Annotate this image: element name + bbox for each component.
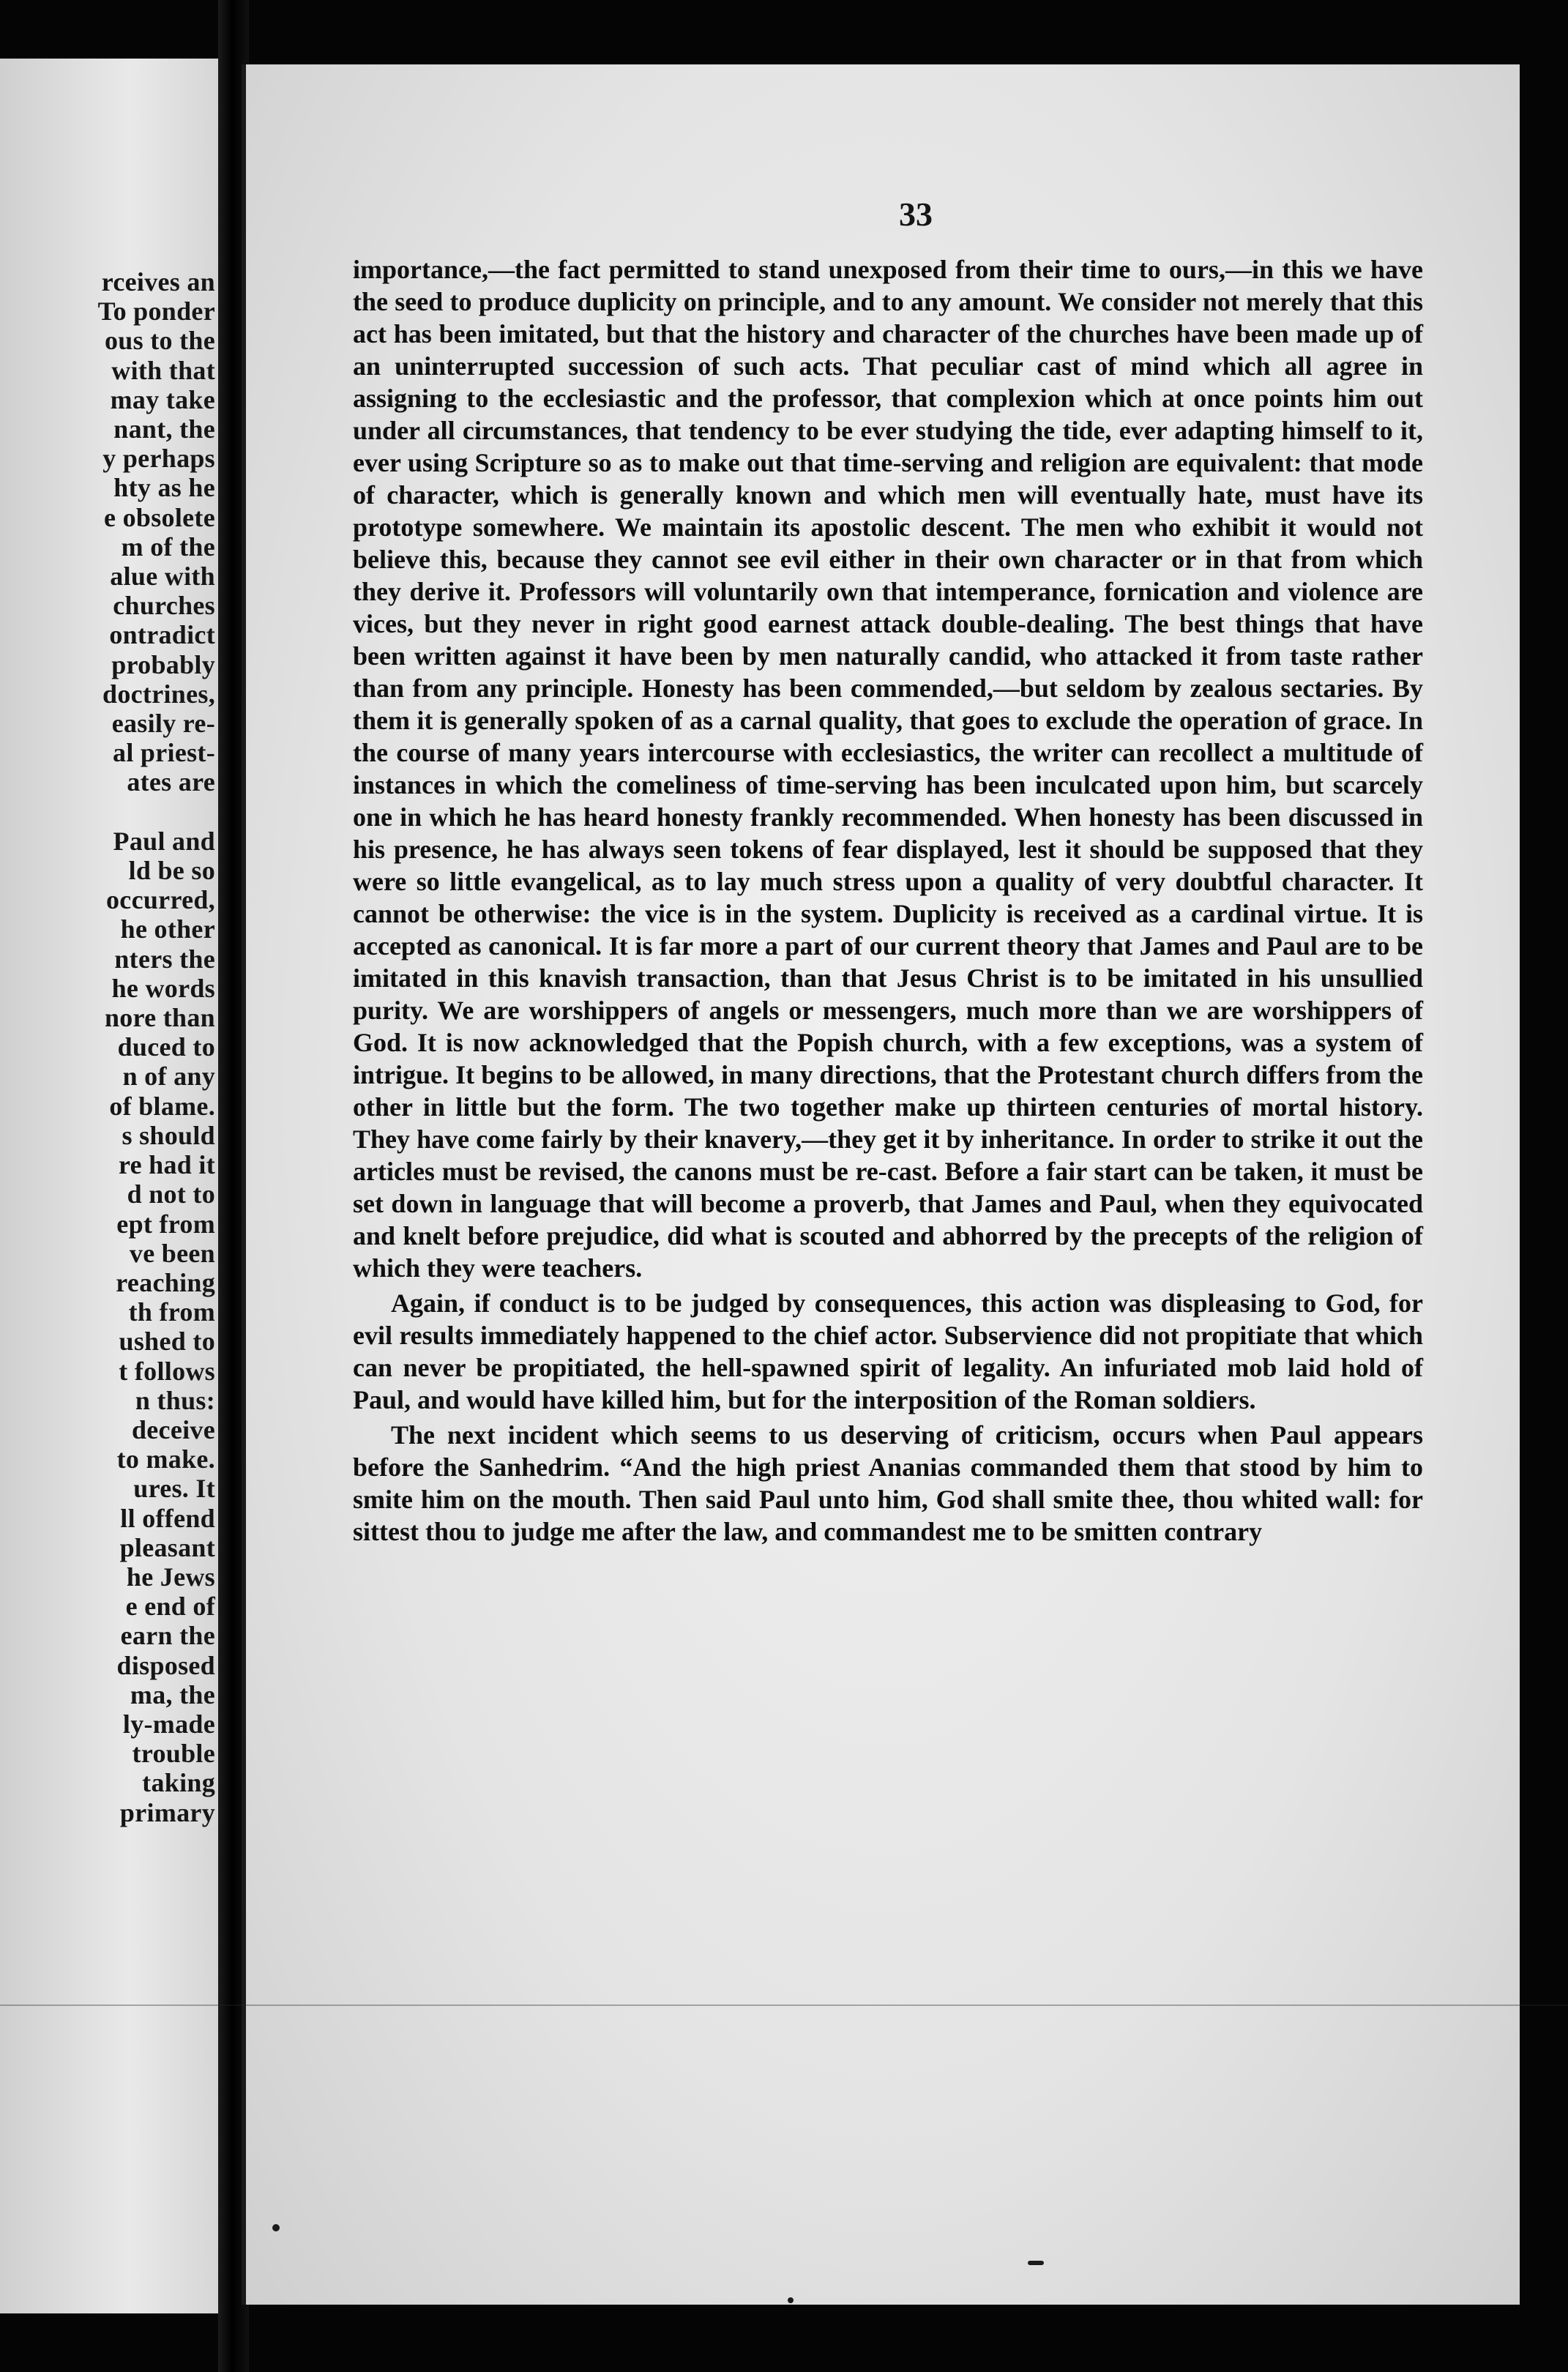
body-text <box>353 253 1423 1548</box>
left-page-line: he Jews <box>126 1562 215 1592</box>
left-page-line: n of any <box>122 1062 215 1092</box>
left-facing-page <box>0 59 218 2313</box>
left-page-line: alue with <box>110 562 215 592</box>
left-page-line: ures. It <box>133 1474 215 1504</box>
left-page-line: earn the <box>120 1621 215 1651</box>
ink-speck <box>1028 2261 1044 2265</box>
left-page-line: probably <box>111 649 215 679</box>
left-page-line: he words <box>111 973 215 1003</box>
left-page-line: Paul and <box>113 826 215 856</box>
left-page-line: reaching <box>116 1267 215 1297</box>
left-page-line: nant, the <box>113 414 215 444</box>
left-page-text-column <box>0 267 215 1827</box>
left-page-line: deceive <box>131 1414 215 1444</box>
left-page-line: occurred, <box>106 885 215 915</box>
left-page-line: trouble <box>132 1739 215 1769</box>
left-page-line: with that <box>111 355 215 385</box>
left-page-line: nters the <box>114 944 215 974</box>
left-page-line <box>0 797 215 827</box>
left-page-line: al priest- <box>113 738 215 768</box>
left-page-line: disposed <box>116 1650 215 1680</box>
left-page-line: ve been <box>129 1238 215 1268</box>
left-page-line: primary <box>119 1797 215 1827</box>
left-page-line: d not to <box>127 1179 215 1209</box>
left-page-line: ll offend <box>120 1503 215 1533</box>
left-page-line: doctrines, <box>102 679 215 709</box>
left-page-line: rceives an <box>101 267 215 296</box>
left-page-line: ma, the <box>130 1679 215 1709</box>
paragraph-2: Again, if conduct is to be judged by consequences, this action was displeasing to God, for evil results immediately happened to the chief actor. Subservience did not propitiate that which can never be propitiated, the hell-spawned spirit of legality. An infuriated mob laid hold of Paul, and would have killed him, but for the interposition of the Roman soldiers. <box>353 1288 1423 1414</box>
left-page-line: ushed to <box>119 1327 215 1357</box>
left-page-line: re had it <box>118 1150 215 1180</box>
left-page-line: ld be so <box>128 856 215 886</box>
left-page-line: pleasant <box>119 1532 215 1562</box>
ink-speck <box>788 2297 794 2303</box>
left-page-line: to make. <box>116 1444 215 1474</box>
main-page <box>242 64 1520 2305</box>
left-page-line: s should <box>122 1120 215 1150</box>
page-number: 33 <box>899 195 933 233</box>
left-page-line: he other <box>120 914 215 944</box>
left-page-line: hty as he <box>113 473 215 503</box>
left-page-line: ous to the <box>104 326 215 356</box>
left-page-line: th from <box>128 1297 215 1327</box>
left-page-line: of blame. <box>109 1091 215 1121</box>
ink-speck <box>272 2224 280 2231</box>
left-page-line: ontradict <box>109 620 215 650</box>
left-page-line: taking <box>142 1768 215 1798</box>
paragraph-1: importance,—the fact permitted to stand unexposed from their time to ours,—in this we have the seed to produce duplicity on principle, and to any amount. We consider not merely that this act has been imitated, but that the history and character of the churches have been made up of an uninterrupted succession of such acts. That peculiar cast of mind which all agree in assigning to the ecclesiastic and the professor, that complexion which at once points him out under all circumstances, that tendency to be ever studying the tide, ever adapting himself to it, ever using Scripture so as to make out that time-serving and religion are equivalent: that mode of character, which is generally known and which men will eventually hate, must have its prototype somewhere. We maintain its apostolic descent. The men who exhibit it would not believe this, because they cannot see evil either in their own character or in that from which they derive it. Professors will voluntarily own that intemperance, fornication and violence are vices, but they never in right good earnest attack double-dealing. The best things that have been written against it have been by men naturally candid, who attacked it from taste rather than from any principle. Honesty has been commended,—but seldom by zealous sectaries. By them it is generally spoken of as a carnal quality, that goes to exclude the operation of grace. In the course of many years intercourse with ecclesiastics, the writer can recollect a multitude of instances in which the comeliness of time-serving has been inculcated upon him, but scarcely one in which he has heard honesty frankly recommended. When honesty has been discussed in his presence, he has always seen tokens of fear displayed, lest it should be supposed that they were so little evangelical, as to lay much stress upon a quality of very doubtful character. It cannot be otherwise: the vice is in the system. Duplicity is received as a cardinal virtue. It is accepted as canonical. It is far more a part of our current theory that James and Paul are to be imitated in this knavish transaction, than that Jesus Christ is to be imitated in his unsullied purity. We are worshippers of angels or messengers, much more than we are worshippers of God. It is now acknowledged that the Popish church, with a few exceptions, was a system of intrigue. It begins to be allowed, in many directions, that the Protestant church differs from the other in little but the form. The two together make up thirteen centuries of mortal history. They have come fairly by their knavery,—they get it by inheritance. In order to strike it out the articles must be revised, the canons must be re-cast. Before a fair start can be taken, it must be set down in language that will become a proverb, that James and Paul, when they equivocated and knelt before prejudice, did what is scouted and abhorred by the precepts of the religion of which they were teachers. <box>353 255 1423 1283</box>
left-page-line: m of the <box>121 532 215 562</box>
left-page-line: duced to <box>117 1032 215 1062</box>
left-page-line: nore than <box>104 1003 215 1033</box>
scan-crease-line <box>0 2004 1568 2006</box>
left-page-line: e obsolete <box>104 502 215 532</box>
left-page-line: ates are <box>127 767 215 797</box>
left-page-line: y perhaps <box>102 444 215 474</box>
left-page-line: t follows <box>119 1356 215 1386</box>
paragraph-3: The next incident which seems to us deserving of criticism, occurs when Paul appears before the Sanhedrim. “And the high priest Ananias commanded them that stood by him to smite him on the mouth. Then said Paul unto him, God shall smite thee, thou whited wall: for sittest thou to judge me after the law, and commandest me to be smitten contrary <box>353 1420 1423 1546</box>
left-page-line: e end of <box>125 1592 215 1622</box>
left-page-line: ly-made <box>122 1709 215 1739</box>
left-page-line: To ponder <box>97 296 215 327</box>
left-page-line: may take <box>110 384 215 414</box>
left-page-line: churches <box>113 591 215 621</box>
left-page-line: n thus: <box>135 1385 215 1415</box>
left-page-line: easily re- <box>111 709 215 739</box>
left-page-line: ept from <box>116 1209 215 1239</box>
